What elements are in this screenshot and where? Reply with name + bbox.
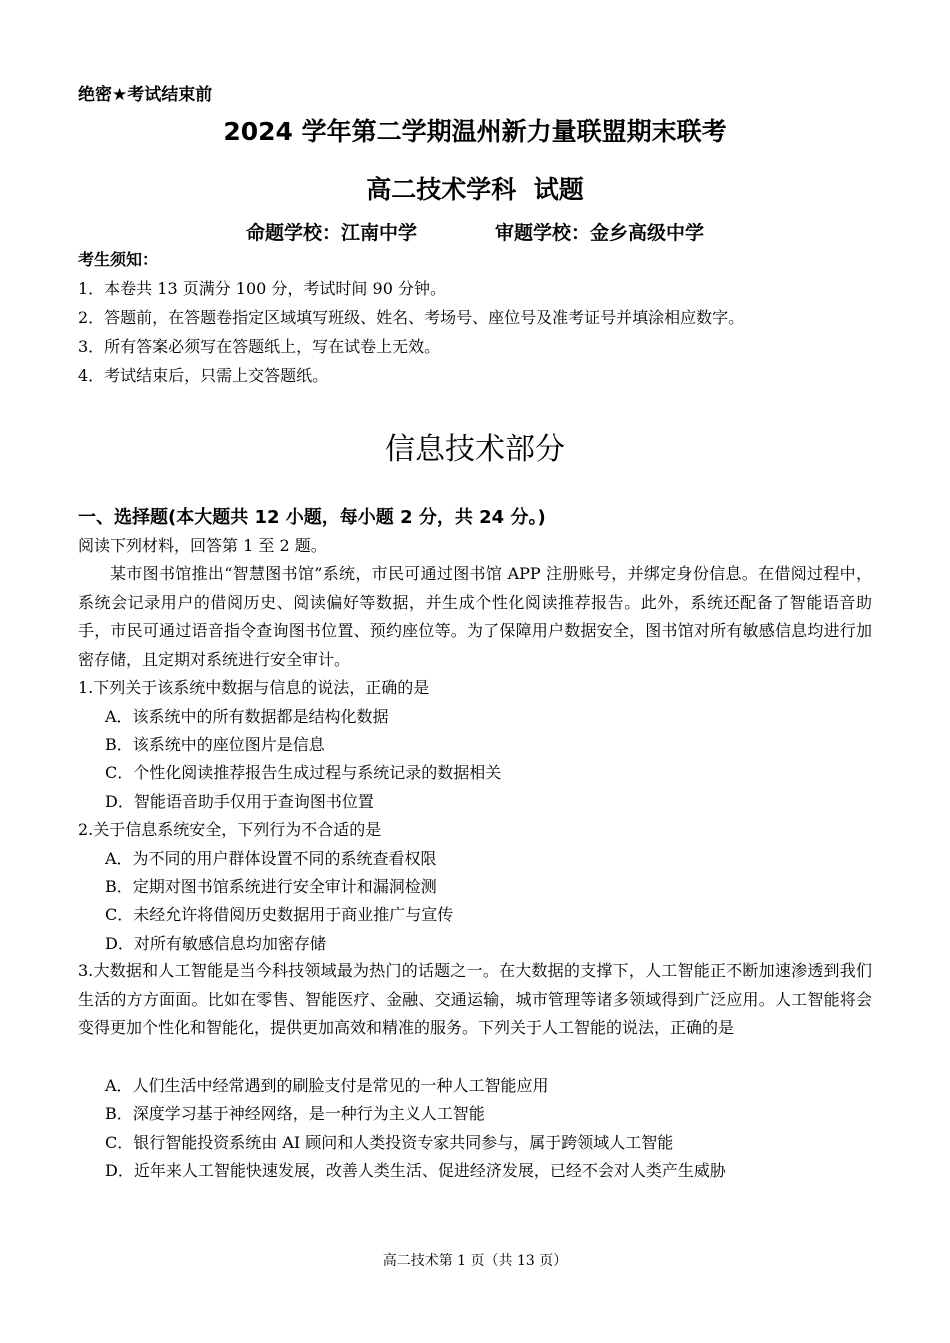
question-option: B．定期对图书馆系统进行安全审计和漏洞检测	[105, 877, 437, 896]
section-title: 一、选择题(本大题共 12 小题，每小题 2 分，共 24 分。)	[78, 507, 546, 528]
notice-item: 4．考试结束后，只需上交答题纸。	[78, 366, 329, 385]
question-option: C．个性化阅读推荐报告生成过程与系统记录的数据相关	[105, 763, 502, 782]
part-title: 信息技术部分	[385, 432, 565, 467]
question-option: A．该系统中的所有数据都是结构化数据	[105, 707, 389, 726]
notice-item: 3．所有答案必须写在答题纸上，写在试卷上无效。	[78, 337, 441, 356]
question-option: C．银行智能投资系统由 AI 顾问和人类投资专家共同参与，属于跨领域人工智能	[105, 1133, 674, 1152]
notice-item: 1．本卷共 13 页满分 100 分，考试时间 90 分钟。	[78, 279, 446, 298]
reading-material: 某市图书馆推出“智慧图书馆”系统，市民可通过图书馆 APP 注册账号，并绑定身份信息。在借阅过程中，系统会记录用户的借阅历史、阅读偏好等数据，并生成个性化阅读推荐报告。此外，系统还配备了智能语音助手，市民可通过语音指令查询图书位置、预约座位等。为了保障用户数据安全，图书馆对所有敏感信息均进行加密存储，且定期对系统进行安全审计。	[78, 564, 872, 669]
secret-label: 绝密★考试结束前	[78, 85, 213, 105]
question-option: D．对所有敏感信息均加密存储	[105, 934, 326, 953]
question-stem: 3.大数据和人工智能是当今科技领域最为热门的话题之一。在大数据的支撑下，人工智能正不断加速渗透到我们生活的方方面面。比如在零售、智能医疗、金融、交通运输，城市管理等诸多领域得到广泛应用。人工智能将会变得更加个性化和智能化，提供更加高效和精准的服务。下列关于人工智能的说法，正确的是	[78, 961, 872, 1037]
page-footer: 高二技术第 1 页（共 13 页）	[382, 1253, 568, 1269]
exam-title: 2024 学年第二学期温州新力量联盟期末联考	[223, 117, 727, 146]
notice-heading: 考生须知：	[78, 250, 159, 269]
question-option: D．智能语音助手仅用于查询图书位置	[105, 792, 374, 811]
question-stem: 2.关于信息系统安全，下列行为不合适的是	[78, 820, 382, 839]
review-school: 审题学校：金乡高级中学	[495, 222, 705, 244]
question-option: A．人们生活中经常遇到的刷脸支付是常见的一种人工智能应用	[105, 1076, 549, 1095]
notice-item: 2．答题前，在答题卷指定区域填写班级、姓名、考场号、座位号及准考证号并填涂相应数字。	[78, 308, 745, 327]
question-option: A．为不同的用户群体设置不同的系统查看权限	[105, 849, 437, 868]
question-stem: 1.下列关于该系统中数据与信息的说法，正确的是	[78, 678, 430, 697]
question-option: B．深度学习基于神经网络，是一种行为主义人工智能	[105, 1104, 485, 1123]
section-intro: 阅读下列材料，回答第 1 至 2 题。	[78, 536, 327, 555]
question-option: B．该系统中的座位图片是信息	[105, 735, 325, 754]
author-school: 命题学校：江南中学	[245, 222, 417, 244]
schools-line	[0, 218, 950, 245]
question-option: D．近年来人工智能快速发展，改善人类生活、促进经济发展，已经不会对人类产生威胁	[105, 1161, 726, 1180]
question-option: C．未经允许将借阅历史数据用于商业推广与宣传	[105, 905, 454, 924]
exam-subtitle: 高二技术学科 试题	[366, 175, 584, 204]
